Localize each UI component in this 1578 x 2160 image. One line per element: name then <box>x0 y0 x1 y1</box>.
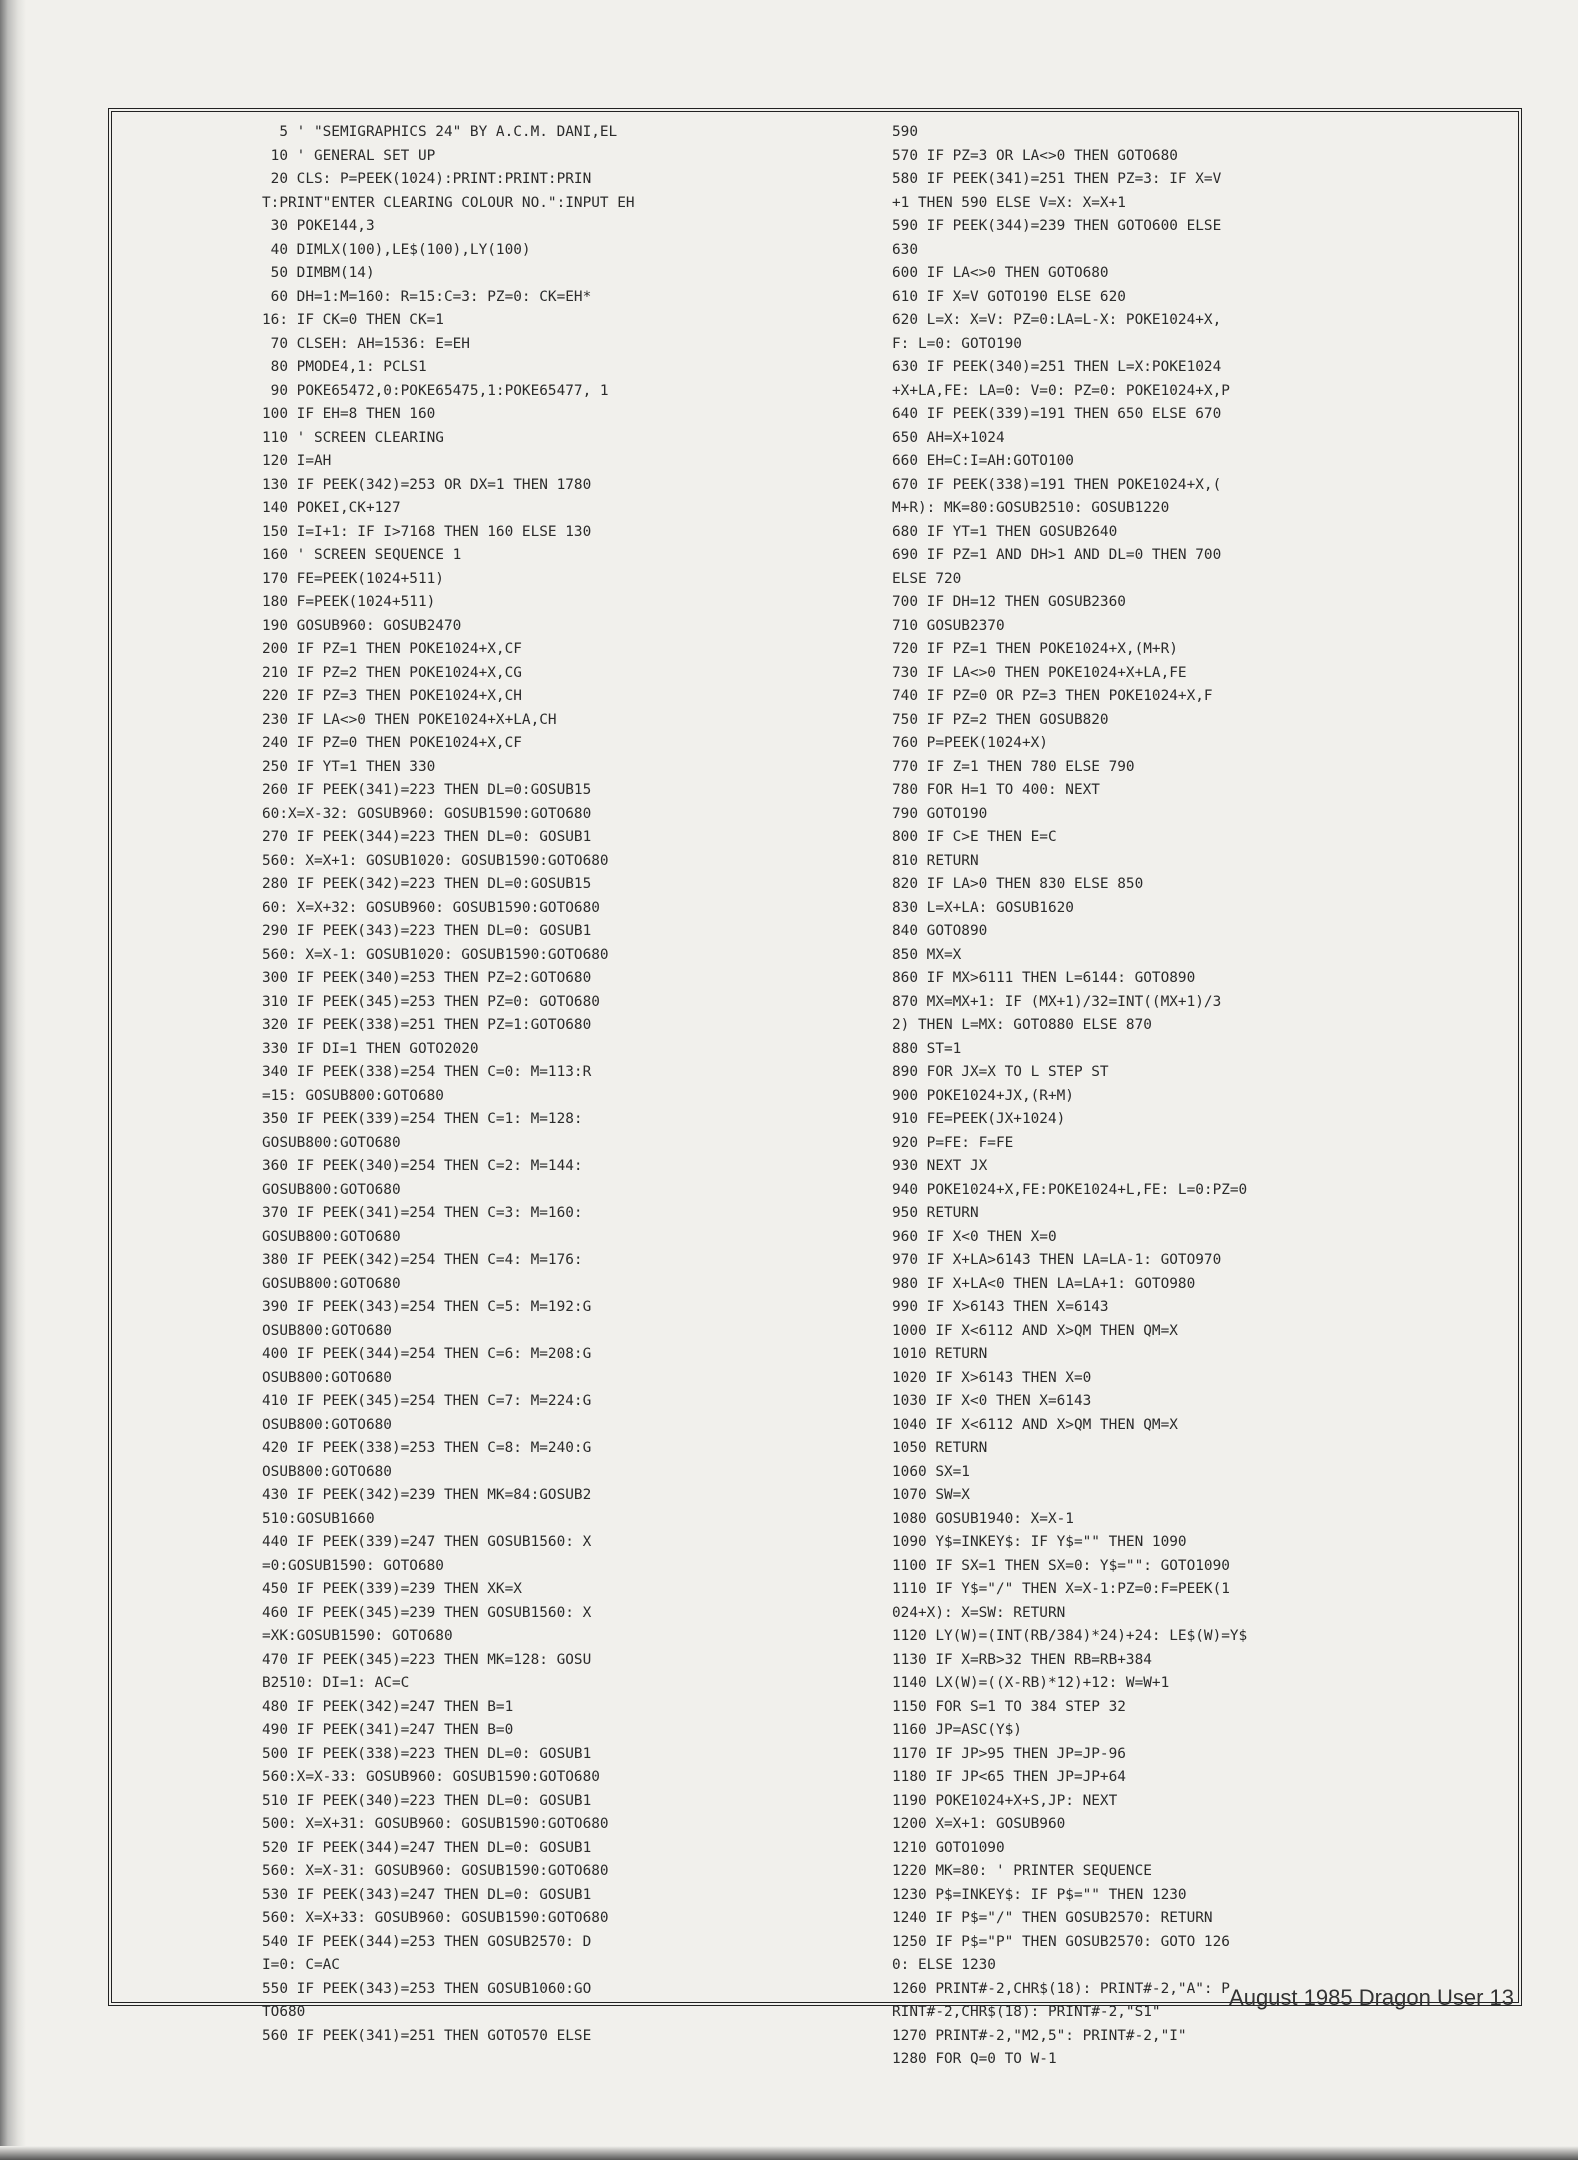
listing-left-column: 5 ' "SEMIGRAPHICS 24" BY A.C.M. DANI,EL 10 ' GENERAL SET UP 20 CLS: P=PEEK(1024):PRINT:PRINT:PRIN T:PRINT"ENTER CLEARING COLOUR NO.":INPUT EH 30 POKE144,3 40 DIMLX(100),LE$(100),LY(100) 50 DIMBM(14) 60 DH=1:M=160: R=15:C=3: PZ=0: CK=EH* 16: IF CK=0 THEN CK=1 70 CLSEH: AH=1536: E=EH 80 PMODE4,1: PCLS1 90 POKE65472,0:POKE65475,1:POKE65477, 1 100 IF EH=8 THEN 160 110 ' SCREEN CLEARING 120 I=AH 130 IF PEEK(342)=253 OR DX=1 THEN 1780 140 POKEI,CK+127 150 I=I+1: IF I>7168 THEN 160 ELSE 130 160 ' SCREEN SEQUENCE 1 170 FE=PEEK(1024+511) 180 F=PEEK(1024+511) 190 GOSUB960: GOSUB2470 200 IF PZ=1 THEN POKE1024+X,CF 210 IF PZ=2 THEN POKE1024+X,CG 220 IF PZ=3 THEN POKE1024+X,CH 230 IF LA<>0 THEN POKE1024+X+LA,CH 240 IF PZ=0 THEN POKE1024+X,CF 250 IF YT=1 THEN 330 260 IF PEEK(341)=223 THEN DL=0:GOSUB15 60:X=X-32: GOSUB960: GOSUB1590:GOTO680 270 IF PEEK(344)=223 THEN DL=0: GOSUB1 560: X=X+1: GOSUB1020: GOSUB1590:GOTO680 280 IF PEEK(342)=223 THEN DL=0:GOSUB15 60: X=X+32: GOSUB960: GOSUB1590:GOTO680 290 IF PEEK(343)=223 THEN DL=0: GOSUB1 560: X=X-1: GOSUB1020: GOSUB1590:GOTO680 300 IF PEEK(340)=253 THEN PZ=2:GOTO680 310 IF PEEK(345)=253 THEN PZ=0: GOTO680 320 IF PEEK(338)=251 THEN PZ=1:GOTO680 330 IF DI=1 THEN GOTO2020 340 IF PEEK(338)=254 THEN C=0: M=113:R =15: GOSUB800:GOTO680 350 IF PEEK(339)=254 THEN C=1: M=128: GOSUB800:GOTO680 360 IF PEEK(340)=254 THEN C=2: M=144: GOSUB800:GOTO680 370 IF PEEK(341)=254 THEN C=3: M=160: GOSUB800:GOTO680 380 IF PEEK(342)=254 THEN C=4: M=176: GOSUB800:GOTO680 390 IF PEEK(343)=254 THEN C=5: M=192:G OSUB800:GOTO680 400 IF PEEK(344)=254 THEN C=6: M=208:G OSUB800:GOTO680 410 IF PEEK(345)=254 THEN C=7: M=224:G OSUB800:GOTO680 420 IF PEEK(338)=253 THEN C=8: M=240:G OSUB800:GOTO680 430 IF PEEK(342)=239 THEN MK=84:GOSUB2 510:GOSUB1660 440 IF PEEK(339)=247 THEN GOSUB1560: X =0:GOSUB1590: GOTO680 450 IF PEEK(339)=239 THEN XK=X 460 IF PEEK(345)=239 THEN GOSUB1560: X =XK:GOSUB1590: GOTO680 470 IF PEEK(345)=223 THEN MK=128: GOSU B2510: DI=1: AC=C 480 IF PEEK(342)=247 THEN B=1 490 IF PEEK(341)=247 THEN B=0 500 IF PEEK(338)=223 THEN DL=0: GOSUB1 560:X=X-33: GOSUB960: GOSUB1590:GOTO680 510 IF PEEK(340)=223 THEN DL=0: GOSUB1 500: X=X+31: GOSUB960: GOSUB1590:GOTO680 520 IF PEEK(344)=247 THEN DL=0: GOSUB1 560: X=X-31: GOSUB960: GOSUB1590:GOTO680 530 IF PEEK(343)=247 THEN DL=0: GOSUB1 560: X=X+33: GOSUB960: GOSUB1590:GOTO680 540 IF PEEK(344)=253 THEN GOSUB2570: D I=0: C=AC 550 IF PEEK(343)=253 THEN GOSUB1060:GO TO680 560 IF PEEK(341)=251 THEN GOTO570 ELSE <box>262 124 635 2044</box>
page-footer: August 1985 Dragon User 13 <box>1229 1985 1514 2010</box>
listing-right-column: 590 570 IF PZ=3 OR LA<>0 THEN GOTO680 580 IF PEEK(341)=251 THEN PZ=3: IF X=V +1 THEN 590 ELSE V=X: X=X+1 590 IF PEEK(344)=239 THEN GOTO600 ELSE 630 600 IF LA<>0 THEN GOTO680 610 IF X=V GOTO190 ELSE 620 620 L=X: X=V: PZ=0:LA=L-X: POKE1024+X, F: L=0: GOTO190 630 IF PEEK(340)=251 THEN L=X:POKE1024 +X+LA,FE: LA=0: V=0: PZ=0: POKE1024+X,P 640 IF PEEK(339)=191 THEN 650 ELSE 670 650 AH=X+1024 660 EH=C:I=AH:GOTO100 670 IF PEEK(338)=191 THEN POKE1024+X,( M+R): MK=80:GOSUB2510: GOSUB1220 680 IF YT=1 THEN GOSUB2640 690 IF PZ=1 AND DH>1 AND DL=0 THEN 700 ELSE 720 700 IF DH=12 THEN GOSUB2360 710 GOSUB2370 720 IF PZ=1 THEN POKE1024+X,(M+R) 730 IF LA<>0 THEN POKE1024+X+LA,FE 740 IF PZ=0 OR PZ=3 THEN POKE1024+X,F 750 IF PZ=2 THEN GOSUB820 760 P=PEEK(1024+X) 770 IF Z=1 THEN 780 ELSE 790 780 FOR H=1 TO 400: NEXT 790 GOTO190 800 IF C>E THEN E=C 810 RETURN 820 IF LA>0 THEN 830 ELSE 850 830 L=X+LA: GOSUB1620 840 GOTO890 850 MX=X 860 IF MX>6111 THEN L=6144: GOTO890 870 MX=MX+1: IF (MX+1)/32=INT((MX+1)/3 2) THEN L=MX: GOTO880 ELSE 870 880 ST=1 890 FOR JX=X TO L STEP ST 900 POKE1024+JX,(R+M) 910 FE=PEEK(JX+1024) 920 P=FE: F=FE 930 NEXT JX 940 POKE1024+X,FE:POKE1024+L,FE: L=0:PZ=0 950 RETURN 960 IF X<0 THEN X=0 970 IF X+LA>6143 THEN LA=LA-1: GOTO970 980 IF X+LA<0 THEN LA=LA+1: GOTO980 990 IF X>6143 THEN X=6143 1000 IF X<6112 AND X>QM THEN QM=X 1010 RETURN 1020 IF X>6143 THEN X=0 1030 IF X<0 THEN X=6143 1040 IF X<6112 AND X>QM THEN QM=X 1050 RETURN 1060 SX=1 1070 SW=X 1080 GOSUB1940: X=X-1 1090 Y$=INKEY$: IF Y$="" THEN 1090 1100 IF SX=1 THEN SX=0: Y$="": GOTO1090 1110 IF Y$="/" THEN X=X-1:PZ=0:F=PEEK(1 024+X): X=SW: RETURN 1120 LY(W)=(INT(RB/384)*24)+24: LE$(W)=Y$ 1130 IF X=RB>32 THEN RB=RB+384 1140 LX(W)=((X-RB)*12)+12: W=W+1 1150 FOR S=1 TO 384 STEP 32 1160 JP=ASC(Y$) 1170 IF JP>95 THEN JP=JP-96 1180 IF JP<65 THEN JP=JP+64 1190 POKE1024+X+S,JP: NEXT 1200 X=X+1: GOSUB960 1210 GOTO1090 1220 MK=80: ' PRINTER SEQUENCE 1230 P$=INKEY$: IF P$="" THEN 1230 1240 IF P$="/" THEN GOSUB2570: RETURN 1250 IF P$="P" THEN GOSUB2570: GOTO 126 0: ELSE 1230 1260 PRINT#-2,CHR$(18): PRINT#-2,"A": P RINT#-2,CHR$(18): PRINT#-2,"S1" 1270 PRINT#-2,"M2,5": PRINT#-2,"I" 1280 FOR Q=0 TO W-1 <box>892 124 1248 2067</box>
binding-shadow <box>0 0 26 2160</box>
page-edge-shadow <box>0 2146 1578 2160</box>
